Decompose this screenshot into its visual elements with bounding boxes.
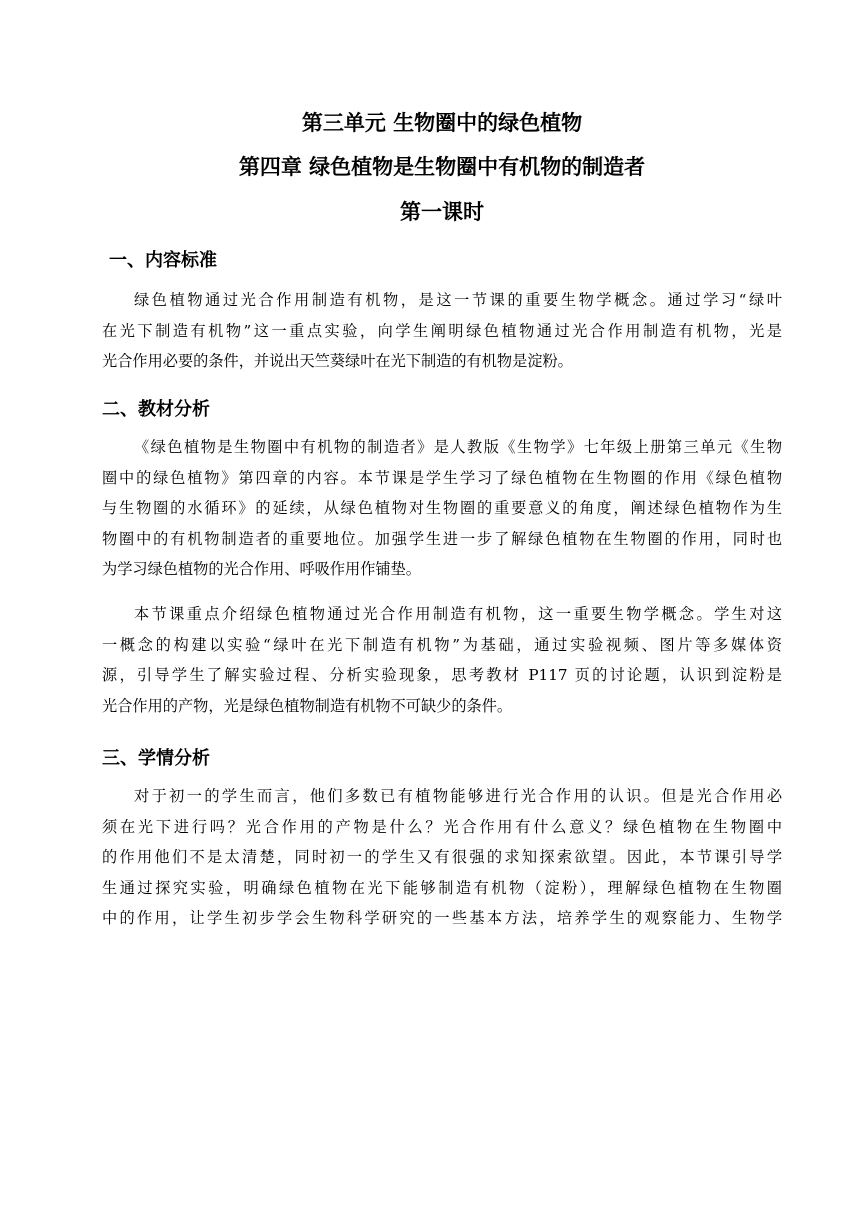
paragraph-line: 的作用他们不是太清楚，同时初一的学生又有很强的求知探索欲望。因此，本节课引导学 (102, 848, 782, 866)
section-heading-learner-analysis: 三、学情分析 (102, 748, 210, 769)
paragraph-line: 绿色植物通过光合作用制造有机物，是这一节课的重要生物学概念。通过学习“绿叶 (134, 291, 782, 309)
paragraph-line: 与生物圈的水循环》的延续，从绿色植物对生物圈的重要意义的角度，阐述绿色植物作为生 (102, 499, 782, 517)
paragraph-line: 物圈中的有机物制造者的重要地位。加强学生进一步了解绿色植物在生物圈的作用，同时也 (102, 529, 782, 548)
paragraph-line: 圈中的绿色植物》第四章的内容。本节课是学生学习了绿色植物在生物圈的作用《绿色植物 (102, 468, 782, 487)
paragraph-line: 对于初一的学生而言，他们多数已有植物能够进行光合作用的认识。但是光合作用必 (134, 787, 782, 805)
paragraph-line: 光合作用必要的条件，并说出天竺葵绿叶在光下制造的有机物是淀粉。 (102, 352, 573, 370)
paragraph-line: 在光下制造有机物”这一重点实验，向学生阐明绿色植物通过光合作用制造有机物，光是 (102, 321, 782, 340)
section-heading-content-standard: 一、内容标准 (109, 250, 217, 271)
paragraph-line: 光合作用的产物，光是绿色植物制造有机物不可缺少的条件。 (102, 696, 513, 715)
paragraph-line: 须在光下进行吗？光合作用的产物是什么？光合作用有什么意义？绿色植物在生物圈中 (102, 817, 782, 836)
paragraph-line: 源，引导学生了解实验过程、分析实验现象，思考教材 P117 页的讨论题，认识到淀粉是 (102, 666, 782, 684)
paragraph-line: 中的作用，让学生初步学会生物科学研究的一些基本方法，培养学生的观察能力、生物学 (102, 909, 782, 927)
chapter-title: 第四章 绿色植物是生物圈中有机物的制造者 (238, 155, 646, 179)
paragraph-textbook-analysis-2 (102, 599, 782, 721)
lesson-title: 第一课时 (400, 200, 484, 224)
paragraph-line: 《绿色植物是生物圈中有机物的制造者》是人教版《生物学》七年级上册第三单元《生物 (134, 438, 782, 456)
paragraph-line: 为学习绿色植物的光合作用、呼吸作用作铺垫。 (102, 560, 421, 578)
paragraph-line: 生通过探究实验，明确绿色植物在光下能够制造有机物（淀粉），理解绿色植物在生物圈 (102, 878, 782, 897)
paragraph-textbook-analysis-1 (102, 432, 782, 585)
paragraph-line: 一概念的构建以实验“绿叶在光下制造有机物”为基础，通过实验视频、图片等多媒体资 (102, 635, 782, 654)
paragraph-content-standard (102, 285, 782, 377)
unit-title: 第三单元 生物圈中的绿色植物 (301, 111, 583, 135)
paragraph-learner-analysis (102, 781, 782, 934)
paragraph-line: 本节课重点介绍绿色植物通过光合作用制造有机物，这一重要生物学概念。学生对这 (134, 605, 782, 623)
section-heading-textbook-analysis: 二、教材分析 (102, 399, 210, 420)
